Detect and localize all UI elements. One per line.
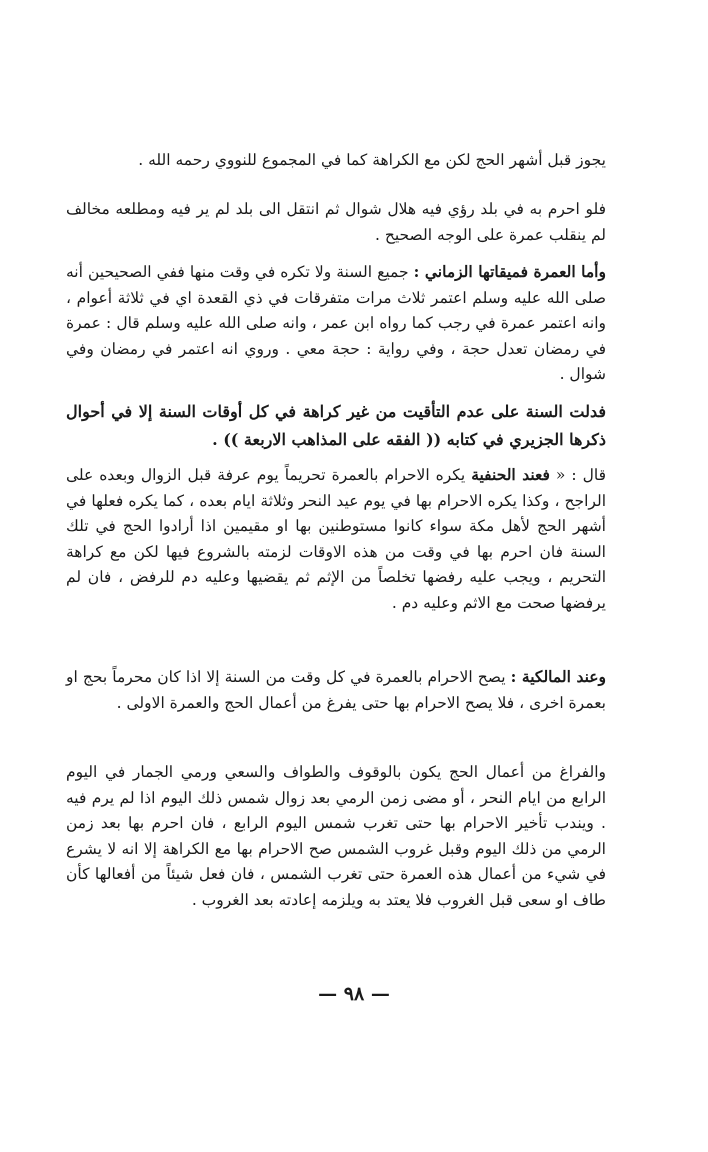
paragraph-hanafi (66, 462, 606, 616)
paragraph-lead: فعند الحنفية (471, 465, 550, 484)
page-number: — ٩٨ — (318, 983, 390, 1005)
paragraph-completion (66, 760, 606, 913)
paragraph-text: والفراغ من أعمال الحج يكون بالوقوف والطواف والسعي ورمي الجمار في اليوم الرابع من ايام النحر ، أو مضى زمن الرمي بعد زوال شمس ذلك اليوم اذا لم يرم فيه . ويندب تأخير الاحرام بها حتى تغرب شمس اليوم الرابع ، فان احرم بها بعد زمن الرمي من ذلك اليوم وقبل غروب الشمس صح الاحرام بها مع الكراهة إلا انه لا يشرع في شيء من أعمال هذه العمرة حتى تغرب الشمس ، فان فعل شيئاً من أفعالها كأن طاف او سعى قبل الغروب فلا يعتد به ويلزمه إعادته بعد الغروب . (66, 763, 606, 909)
paragraph-text: يجوز قبل أشهر الحج لكن مع الكراهة كما في المجموع للنووي رحمه الله . (138, 151, 606, 169)
paragraph-text: جميع السنة ولا تكره في وقت منها ففي الصحيحين أنه صلى الله عليه وسلم اعتمر ثلاث مرات متفرقات في ذي القعدة اي في ثلاثة أعوام ، وانه اعتمر عمرة في رجب كما رواه ابن عمر ، وانه صلى الله عليه وسلم قال : عمرة في رمضان تعدل حجة ، وفي رواية : حجة معي . وروي انه اعتمر في رمضان وفي شوال . (66, 263, 606, 383)
paragraph-text: يكره الاحرام بالعمرة تحريماً يوم عرفة قبل الزوال وبعده على الراجح ، وكذا يكره الاحرام بها في يوم عيد النحر وثلاثة ايام بعده ، كما يكره فعلها في أشهر الحج لأهل مكة سواء كانوا مستوطنين بها او مقيمين اذا أرادوا الحج في تلك السنة فان احرم بها في وقت من هذه الاوقات لزمته بالشروع فيها لكن مع كراهة التحريم ، ويجب عليه رفضها تخلصاً من الإثم ثم يقضيها وعليه دم للرفض ، فان لم يرفضها صحت مع الاثم وعليه دم . (66, 466, 606, 612)
paragraph-maliki (66, 664, 606, 716)
paragraph-shawwal-crescent (66, 197, 606, 248)
paragraph-lead: وعند المالكية : (510, 667, 606, 686)
quote-prefix: قال : « (555, 466, 606, 484)
paragraph-text: فدلت السنة على عدم التأقيت من غير كراهة في كل أوقات السنة إلا في أحوال ذكرها الجزيري في كتابه (( الفقه على المذاهب الاربعة )) . (66, 402, 606, 449)
paragraph-umrah-time (66, 259, 606, 388)
paragraph-text: يصح الاحرام بالعمرة في كل وقت من السنة إلا اذا كان محرماً بحج او بعمرة اخرى ، فلا يصح الاحرام بها حتى يفرغ من أعمال الحج والعمرة الاولى . (66, 668, 606, 712)
paragraph-sunnah-summary (66, 398, 606, 454)
paragraph-hajj-months (66, 148, 606, 174)
paragraph-lead: وأما العمرة فميقاتها الزماني : (413, 262, 606, 281)
paragraph-text: فلو احرم به في بلد رؤي فيه هلال شوال ثم انتقل الى بلد لم ير فيه ومطلعه مخالف لم ينقلب عمرة على الوجه الصحيح . (66, 200, 606, 244)
